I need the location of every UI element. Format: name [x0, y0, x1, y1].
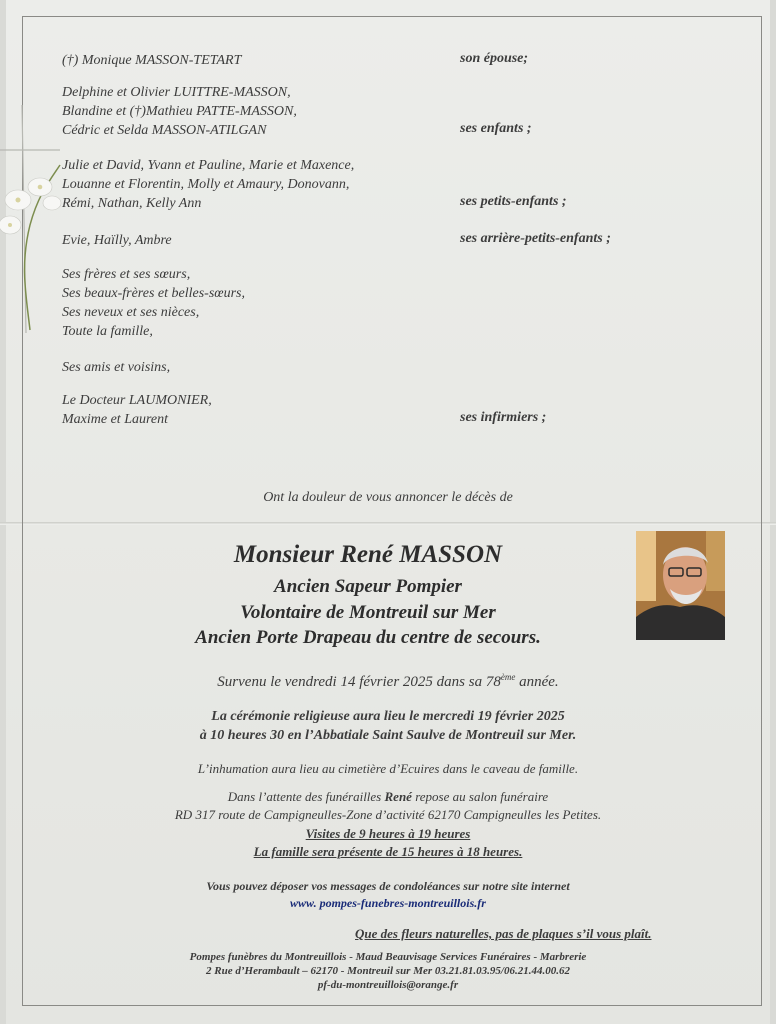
family-line: Ses beaux-frères et belles-sœurs, — [62, 286, 245, 301]
deceased-title-1: Ancien Sapeur Pompier — [274, 576, 462, 597]
deceased-title-2: Volontaire de Montreuil sur Mer — [240, 602, 496, 623]
family-line: Ses amis et voisins, — [62, 360, 171, 375]
family-relation: ses enfants ; — [460, 121, 532, 136]
footer-line-1: Pompes funèbres du Montreuillois - Maud Beauvisage Services Funéraires - Marbrerie — [189, 951, 587, 963]
website-link[interactable]: www. pompes-funebres-montreuillois.fr — [290, 896, 486, 910]
family-relation: ses arrière-petits-enfants ; — [460, 231, 611, 246]
portrait-photo — [636, 531, 725, 640]
family-line: Julie et David, Yvann et Pauline, Marie et Maxence, — [62, 158, 355, 173]
family-relation: son épouse; — [460, 51, 529, 66]
family-relation: ses infirmiers ; — [460, 410, 547, 425]
deceased-name: Monsieur René MASSON — [233, 541, 503, 568]
footer-line-2: 2 Rue d’Herambault – 62170 - Montreuil sur Mer 03.21.81.03.95/06.21.44.00.62 — [206, 965, 570, 977]
announcement: Ont la douleur de vous annoncer le décès de — [263, 490, 513, 505]
ceremony-line-2: à 10 heures 30 en l’Abbatiale Saint Saulve de Montreuil sur Mer. — [199, 728, 577, 743]
family-line: Blandine et (†)Mathieu PATTE-MASSON, — [62, 104, 297, 119]
family-relation: ses petits-enfants ; — [460, 194, 567, 209]
burial-notice: L’inhumation aura lieu au cimetière d’Ecuires dans le caveau de famille. — [197, 761, 579, 776]
salon-address: RD 317 route de Campigneulles-Zone d’activité 62170 Campigneulles les Petites. — [174, 807, 602, 822]
footer-email[interactable]: pf-du-montreuillois@orange.fr — [317, 979, 459, 991]
family-line: Louanne et Florentin, Molly et Amaury, Donovann, — [62, 177, 350, 192]
family-line: Delphine et Olivier LUITTRE-MASSON, — [62, 85, 291, 100]
family-line: Evie, Haïlly, Ambre — [62, 233, 172, 248]
salon-line: Dans l’attente des funérailles René repose au salon funéraire — [227, 789, 549, 804]
visits-hours: Visites de 9 heures à 19 heures — [305, 826, 471, 841]
deceased-title-3: Ancien Porte Drapeau du centre de secours. — [195, 627, 541, 648]
condolences-text: Vous pouvez déposer vos messages de condoléances sur notre site internet — [206, 879, 570, 893]
family-line: Rémi, Nathan, Kelly Ann — [62, 196, 202, 211]
ceremony-line-1: La cérémonie religieuse aura lieu le mercredi 19 février 2025 — [211, 709, 565, 724]
flowers-note: Que des fleurs naturelles, pas de plaques s’il vous plaît. — [355, 926, 652, 941]
family-line: Ses frères et ses sœurs, — [62, 267, 191, 282]
death-notice: Survenu le vendredi 14 février 2025 dans sa 78ème année. — [217, 672, 559, 690]
family-line: Le Docteur LAUMONIER, — [62, 393, 212, 408]
family-line: Ses neveux et ses nièces, — [62, 305, 200, 320]
family-hours: La famille sera présente de 15 heures à 18 heures. — [253, 844, 523, 859]
family-line: (†) Monique MASSON-TETART — [62, 53, 242, 68]
family-line: Maxime et Laurent — [62, 412, 169, 427]
family-line: Cédric et Selda MASSON-ATILGAN — [62, 123, 267, 138]
family-line: Toute la famille, — [62, 324, 153, 339]
